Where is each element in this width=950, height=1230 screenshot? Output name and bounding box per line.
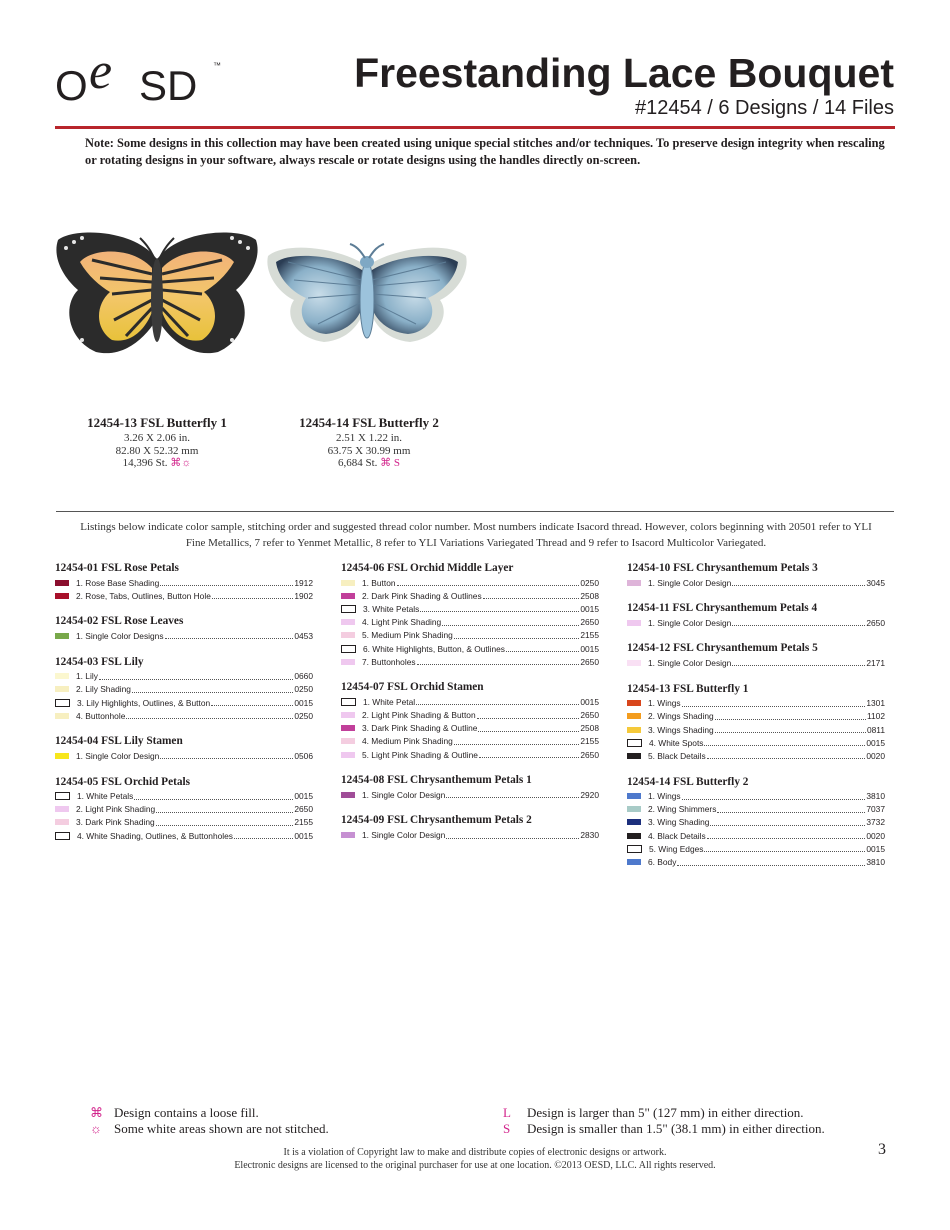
thread-number: 0015 bbox=[294, 791, 313, 802]
color-swatch bbox=[341, 832, 355, 838]
legend-text: Design is larger than 5" (127 mm) in either direction. bbox=[527, 1105, 804, 1120]
thread-row bbox=[55, 790, 313, 803]
design-block bbox=[627, 774, 885, 869]
dot-leader bbox=[704, 850, 865, 852]
dot-leader bbox=[677, 864, 865, 866]
dot-leader bbox=[710, 824, 865, 826]
thread-number: 0506 bbox=[294, 750, 313, 761]
thread-label: 2. Light Pink Shading bbox=[76, 804, 156, 815]
thread-row bbox=[55, 696, 313, 709]
color-swatch bbox=[341, 580, 355, 586]
dot-leader bbox=[397, 584, 580, 586]
thread-row bbox=[341, 735, 599, 748]
thread-label: 5. Wing Edges bbox=[649, 843, 704, 854]
small-design-icon: S bbox=[503, 1121, 511, 1136]
color-swatch bbox=[627, 739, 642, 747]
thread-label: 3. Wings Shading bbox=[648, 724, 714, 735]
design-title: 12454-06 FSL Orchid Middle Layer bbox=[341, 562, 514, 574]
thread-row bbox=[55, 576, 313, 589]
oesd-logo bbox=[55, 48, 225, 108]
thread-label: 4. White Spots bbox=[649, 737, 704, 748]
butterfly-1-stitch-line bbox=[57, 457, 257, 470]
thread-number: 2650 bbox=[294, 804, 313, 815]
butterfly-1-name: 12454-13 FSL Butterfly 1 bbox=[87, 415, 227, 430]
thread-number: 2650 bbox=[580, 749, 599, 760]
design-block bbox=[55, 654, 313, 723]
dot-leader bbox=[420, 610, 579, 612]
page-title: Freestanding Lace Bouquet bbox=[354, 50, 894, 96]
thread-number: 0015 bbox=[580, 603, 599, 614]
design-title: 12454-04 FSL Lily Stamen bbox=[55, 735, 183, 748]
dot-leader bbox=[707, 837, 866, 839]
thread-number: 2920 bbox=[580, 789, 599, 800]
dot-leader bbox=[483, 597, 580, 599]
thread-number: 0250 bbox=[294, 710, 313, 721]
thread-row bbox=[627, 576, 885, 589]
thread-number: 1102 bbox=[866, 711, 885, 722]
thread-row bbox=[627, 803, 885, 816]
color-swatch bbox=[341, 659, 355, 665]
dot-leader bbox=[682, 798, 866, 800]
thread-number: 2650 bbox=[580, 617, 599, 628]
dot-leader bbox=[234, 837, 293, 839]
design-title: 12454-11 FSL Chrysanthemum Petals 4 bbox=[627, 602, 818, 615]
legend-right bbox=[503, 1105, 825, 1137]
thread-number: 1912 bbox=[294, 577, 313, 588]
thread-row bbox=[627, 816, 885, 829]
logo-letter-o: O bbox=[55, 62, 88, 108]
thread-row bbox=[341, 828, 599, 841]
design-block bbox=[627, 600, 885, 629]
thread-row bbox=[55, 803, 313, 816]
thread-row bbox=[55, 589, 313, 602]
color-swatch bbox=[627, 859, 641, 865]
thread-label: 4. Medium Pink Shading bbox=[362, 736, 453, 747]
butterfly-1-info bbox=[57, 415, 257, 470]
thread-number: 0015 bbox=[580, 696, 599, 707]
dot-leader bbox=[211, 704, 293, 706]
dot-leader bbox=[715, 731, 866, 733]
thread-label: 5. Medium Pink Shading bbox=[362, 630, 453, 641]
dot-leader bbox=[715, 718, 866, 720]
legend-text: Some white areas shown are not stitched. bbox=[114, 1121, 329, 1136]
dot-leader bbox=[165, 637, 294, 639]
design-block bbox=[55, 774, 313, 843]
color-swatch bbox=[627, 620, 641, 626]
legend-left bbox=[90, 1105, 329, 1137]
thread-row bbox=[55, 670, 313, 683]
dot-leader bbox=[416, 703, 579, 705]
dot-leader bbox=[477, 717, 580, 719]
thread-label: 4. White Shading, Outlines, & Buttonholes bbox=[77, 830, 233, 841]
dot-leader bbox=[99, 678, 293, 680]
color-swatch bbox=[341, 619, 355, 625]
thread-number: 3045 bbox=[866, 577, 885, 588]
design-title: 12454-05 FSL Orchid Petals bbox=[55, 775, 191, 788]
butterfly-2-info bbox=[269, 415, 469, 470]
thread-row bbox=[627, 790, 885, 803]
butterfly-2-size-mm: 63.75 X 30.99 mm bbox=[327, 444, 411, 457]
thread-row bbox=[627, 710, 885, 723]
color-swatch bbox=[627, 845, 642, 853]
sun-icon: ☼ bbox=[90, 1121, 102, 1136]
thread-number: 2171 bbox=[866, 657, 885, 668]
thread-row bbox=[341, 616, 599, 629]
loose-fill-and-white-icon: ⌘☼ bbox=[170, 457, 192, 469]
legend-white-areas bbox=[90, 1121, 329, 1137]
color-swatch bbox=[341, 738, 355, 744]
color-swatch bbox=[627, 713, 641, 719]
thread-number: 7037 bbox=[866, 804, 885, 815]
copyright-line-2: Electronic designs are licensed to the original purchaser for use at one location. ©2013 OESD, LLC. All rights reserved. bbox=[234, 1160, 716, 1171]
dot-leader bbox=[478, 730, 579, 732]
thread-row bbox=[341, 629, 599, 642]
copyright-line-1: It is a violation of Copyright law to make and distribute copies of electronic designs or artwork. bbox=[283, 1147, 667, 1158]
color-swatch bbox=[627, 793, 641, 799]
thread-label: 1. Wings bbox=[648, 791, 681, 802]
thread-number: 2155 bbox=[580, 736, 599, 747]
color-swatch bbox=[627, 753, 641, 759]
thread-number: 0015 bbox=[580, 643, 599, 654]
thread-number: 3732 bbox=[866, 817, 885, 828]
legend-large bbox=[503, 1105, 825, 1121]
butterfly-1-size-in: 3.26 X 2.06 in. bbox=[124, 432, 190, 444]
thread-column-3 bbox=[627, 560, 885, 880]
dot-leader bbox=[732, 664, 865, 666]
color-swatch bbox=[55, 832, 70, 840]
dot-leader bbox=[134, 798, 293, 800]
butterfly-1-image bbox=[52, 228, 262, 360]
design-title: 12454-12 FSL Chrysanthemum Petals 5 bbox=[627, 642, 818, 655]
thread-number: 2155 bbox=[294, 817, 313, 828]
thread-row bbox=[627, 616, 885, 629]
butterfly-2-size-in: 2.51 X 1.22 in. bbox=[336, 432, 402, 444]
design-block bbox=[55, 560, 313, 602]
thread-number: 0250 bbox=[580, 577, 599, 588]
thread-row bbox=[55, 829, 313, 842]
thread-row bbox=[341, 788, 599, 801]
design-title: 12454-07 FSL Orchid Stamen bbox=[341, 681, 484, 694]
color-swatch bbox=[55, 686, 69, 692]
color-swatch bbox=[341, 712, 355, 718]
thread-number: 3810 bbox=[866, 857, 885, 868]
thread-number: 2508 bbox=[580, 590, 599, 601]
thread-row bbox=[55, 683, 313, 696]
color-swatch bbox=[341, 605, 356, 613]
design-title: 12454-09 FSL Chrysanthemum Petals 2 bbox=[341, 814, 532, 827]
logo-letter-e: e bbox=[89, 48, 113, 100]
loose-fill-icon: ⌘ bbox=[380, 457, 392, 469]
logo-trademark: ™ bbox=[213, 61, 221, 70]
thread-number: 1902 bbox=[294, 590, 313, 601]
thread-number: 0250 bbox=[294, 684, 313, 695]
thread-label: 2. Wing Shimmers bbox=[648, 804, 717, 815]
thread-row bbox=[627, 736, 885, 749]
thread-label: 1. Single Color Design bbox=[648, 617, 732, 628]
thread-number: 1301 bbox=[866, 698, 885, 709]
thread-number: 3810 bbox=[866, 791, 885, 802]
thread-row bbox=[627, 829, 885, 842]
dot-leader bbox=[212, 597, 294, 599]
dot-leader bbox=[717, 811, 865, 813]
thread-number: 0015 bbox=[866, 737, 885, 748]
thread-label: 4. Light Pink Shading bbox=[362, 617, 442, 628]
legend-small bbox=[503, 1121, 825, 1137]
butterfly-2-stitches: 6,684 St. bbox=[337, 457, 378, 469]
thread-label: 7. Buttonholes bbox=[362, 656, 416, 667]
thread-label: 2. Light Pink Shading & Button bbox=[362, 710, 476, 721]
dot-leader bbox=[160, 757, 293, 759]
thread-row bbox=[627, 842, 885, 855]
design-block bbox=[341, 679, 599, 761]
thread-number: 0015 bbox=[294, 830, 313, 841]
thread-label: 2. Rose, Tabs, Outlines, Button Hole bbox=[76, 590, 211, 601]
thread-label: 2. Dark Pink Shading & Outlines bbox=[362, 590, 482, 601]
thread-row bbox=[627, 749, 885, 762]
thread-number: 0015 bbox=[294, 697, 313, 708]
thread-label: 6. Body bbox=[648, 857, 677, 868]
color-swatch bbox=[341, 752, 355, 758]
small-design-icon: S bbox=[393, 457, 401, 469]
color-swatch bbox=[55, 819, 69, 825]
color-swatch bbox=[627, 806, 641, 812]
color-swatch bbox=[341, 593, 355, 599]
dot-leader bbox=[479, 756, 579, 758]
color-swatch bbox=[341, 632, 355, 638]
thread-row bbox=[341, 602, 599, 615]
color-swatch bbox=[55, 792, 70, 800]
design-title: 12454-03 FSL Lily bbox=[55, 655, 144, 668]
thread-label: 1. Lily bbox=[76, 671, 98, 682]
legend-text: Design contains a loose fill. bbox=[114, 1105, 259, 1120]
design-title: 12454-14 FSL Butterfly 2 bbox=[627, 775, 749, 788]
color-swatch bbox=[627, 819, 641, 825]
thread-label: 3. White Petals bbox=[363, 603, 420, 614]
logo-letters-sd: SD bbox=[139, 62, 198, 108]
page-number: 3 bbox=[878, 1141, 886, 1158]
thread-row bbox=[341, 709, 599, 722]
thread-number: 0660 bbox=[294, 671, 313, 682]
thread-number: 2508 bbox=[580, 723, 599, 734]
thread-row bbox=[55, 629, 313, 642]
color-swatch bbox=[627, 580, 641, 586]
color-swatch bbox=[627, 833, 641, 839]
color-swatch bbox=[55, 593, 69, 599]
dot-leader bbox=[132, 691, 293, 693]
thread-label: 5. Light Pink Shading & Outline bbox=[362, 749, 478, 760]
dot-leader bbox=[417, 663, 580, 665]
dot-leader bbox=[707, 757, 866, 759]
thread-column-1 bbox=[55, 560, 313, 853]
thread-number: 0453 bbox=[294, 630, 313, 641]
dot-leader bbox=[160, 584, 293, 586]
dot-leader bbox=[682, 705, 866, 707]
thread-label: 4. Black Details bbox=[648, 830, 706, 841]
design-block bbox=[341, 772, 599, 801]
thread-label: 1. White Petal bbox=[363, 696, 416, 707]
dot-leader bbox=[156, 811, 293, 813]
thread-label: 1. Single Color Design bbox=[362, 830, 446, 841]
dot-leader bbox=[454, 743, 580, 745]
design-block bbox=[627, 681, 885, 763]
listing-divider bbox=[56, 511, 894, 512]
design-title: 12454-01 FSL Rose Petals bbox=[55, 562, 179, 574]
copyright-footer bbox=[140, 1146, 810, 1172]
thread-label: 1. Single Color Design bbox=[362, 789, 446, 800]
thread-label: 3. Dark Pink Shading & Outline bbox=[362, 723, 478, 734]
design-title: 12454-13 FSL Butterfly 1 bbox=[627, 682, 749, 695]
thread-row bbox=[341, 722, 599, 735]
thread-row bbox=[341, 642, 599, 655]
thread-row bbox=[341, 576, 599, 589]
color-swatch bbox=[627, 660, 641, 666]
listing-note: Listings below indicate color sample, stitching order and suggested thread color number. Most numbers indicate Isacord thread. However, colors beginning with 20501 refer to YLI Fine Metallics, 7 refer to Yenmet Metallic, 8 refer to YLI Variations Variegated Thread and 9 refer to Isacord Multicolor Variegated. bbox=[80, 521, 872, 549]
color-swatch bbox=[341, 645, 356, 653]
thread-label: 1. Button bbox=[362, 577, 396, 588]
design-block bbox=[341, 560, 599, 668]
color-swatch bbox=[341, 725, 355, 731]
color-swatch bbox=[55, 580, 69, 586]
thread-row bbox=[55, 749, 313, 762]
color-swatch bbox=[55, 806, 69, 812]
thread-number: 2155 bbox=[580, 630, 599, 641]
thread-label: 4. Buttonhole bbox=[76, 710, 126, 721]
color-swatch bbox=[55, 753, 69, 759]
design-block bbox=[55, 733, 313, 762]
thread-row bbox=[55, 709, 313, 722]
color-swatch bbox=[55, 699, 70, 707]
thread-label: 1. White Petals bbox=[77, 791, 134, 802]
color-swatch bbox=[55, 673, 69, 679]
thread-label: 1. Single Color Design bbox=[648, 657, 732, 668]
thread-label: 1. Single Color Designs bbox=[76, 630, 164, 641]
dot-leader bbox=[704, 744, 865, 746]
butterfly-2-stitch-line bbox=[269, 457, 469, 470]
thread-label: 2. Lily Shading bbox=[76, 684, 131, 695]
thread-label: 2. Wings Shading bbox=[648, 711, 714, 722]
color-swatch bbox=[55, 633, 69, 639]
dot-leader bbox=[732, 624, 865, 626]
page-subtitle: #12454 / 6 Designs / 14 Files bbox=[634, 97, 894, 119]
color-swatch bbox=[341, 698, 356, 706]
butterfly-2-image bbox=[264, 240, 470, 348]
thread-row bbox=[55, 816, 313, 829]
thread-label: 1. Single Color Design bbox=[648, 577, 732, 588]
thread-number: 0020 bbox=[866, 830, 885, 841]
butterfly-2-name: 12454-14 FSL Butterfly 2 bbox=[299, 415, 439, 430]
thread-label: 1. Single Color Design bbox=[76, 750, 160, 761]
thread-number: 0015 bbox=[866, 843, 885, 854]
dot-leader bbox=[506, 650, 579, 652]
dot-leader bbox=[156, 824, 294, 826]
thread-number: 2650 bbox=[580, 710, 599, 721]
large-design-icon: L bbox=[503, 1105, 511, 1120]
design-block bbox=[627, 640, 885, 669]
dot-leader bbox=[446, 796, 579, 798]
dot-leader bbox=[442, 624, 579, 626]
dot-leader bbox=[454, 637, 580, 639]
design-block bbox=[627, 560, 885, 589]
thread-row bbox=[627, 656, 885, 669]
thread-column-2 bbox=[341, 560, 599, 853]
thread-number: 0811 bbox=[866, 724, 885, 735]
header-divider bbox=[55, 126, 895, 129]
thread-number: 2650 bbox=[866, 617, 885, 628]
thread-row bbox=[341, 655, 599, 668]
thread-number: 0020 bbox=[866, 750, 885, 761]
dot-leader bbox=[126, 717, 293, 719]
color-swatch bbox=[341, 792, 355, 798]
design-title: 12454-08 FSL Chrysanthemum Petals 1 bbox=[341, 774, 532, 787]
color-swatch bbox=[627, 700, 641, 706]
thread-label: 3. Wing Shading bbox=[648, 817, 710, 828]
thread-label: 5. Black Details bbox=[648, 750, 706, 761]
thread-row bbox=[627, 855, 885, 868]
color-swatch bbox=[627, 727, 641, 733]
butterfly-1-stitches: 14,396 St. bbox=[122, 457, 168, 469]
thread-row bbox=[627, 723, 885, 736]
butterfly-1-size-mm: 82.80 X 52.32 mm bbox=[115, 444, 199, 457]
design-block bbox=[341, 812, 599, 841]
thread-label: 3. Lily Highlights, Outlines, & Button bbox=[77, 697, 211, 708]
thread-row bbox=[341, 695, 599, 708]
dot-leader bbox=[732, 584, 865, 586]
dot-leader bbox=[446, 837, 579, 839]
thread-row bbox=[341, 589, 599, 602]
loose-fill-icon: ⌘ bbox=[90, 1105, 103, 1120]
thread-number: 2650 bbox=[580, 656, 599, 667]
thread-label: 6. White Highlights, Button, & Outlines bbox=[363, 643, 505, 654]
design-title: 12454-02 FSL Rose Leaves bbox=[55, 615, 184, 628]
color-swatch bbox=[55, 713, 69, 719]
design-title: 12454-10 FSL Chrysanthemum Petals 3 bbox=[627, 562, 818, 574]
legend-loose-fill bbox=[90, 1105, 329, 1121]
thread-label: 1. Wings bbox=[648, 698, 681, 709]
thread-label: 1. Rose Base Shading bbox=[76, 577, 160, 588]
design-note: Note: Some designs in this collection may have been created using unique special stitches and/or techniques. To preserve design integrity when rescaling or rotating designs in your software, always rescale or rotate designs using the handles directly on-screen. bbox=[85, 136, 885, 167]
design-block bbox=[55, 613, 313, 642]
thread-row bbox=[627, 697, 885, 710]
thread-row bbox=[341, 748, 599, 761]
legend-text: Design is smaller than 1.5" (38.1 mm) in either direction. bbox=[527, 1121, 825, 1136]
thread-number: 2830 bbox=[580, 830, 599, 841]
thread-label: 3. Dark Pink Shading bbox=[76, 817, 155, 828]
